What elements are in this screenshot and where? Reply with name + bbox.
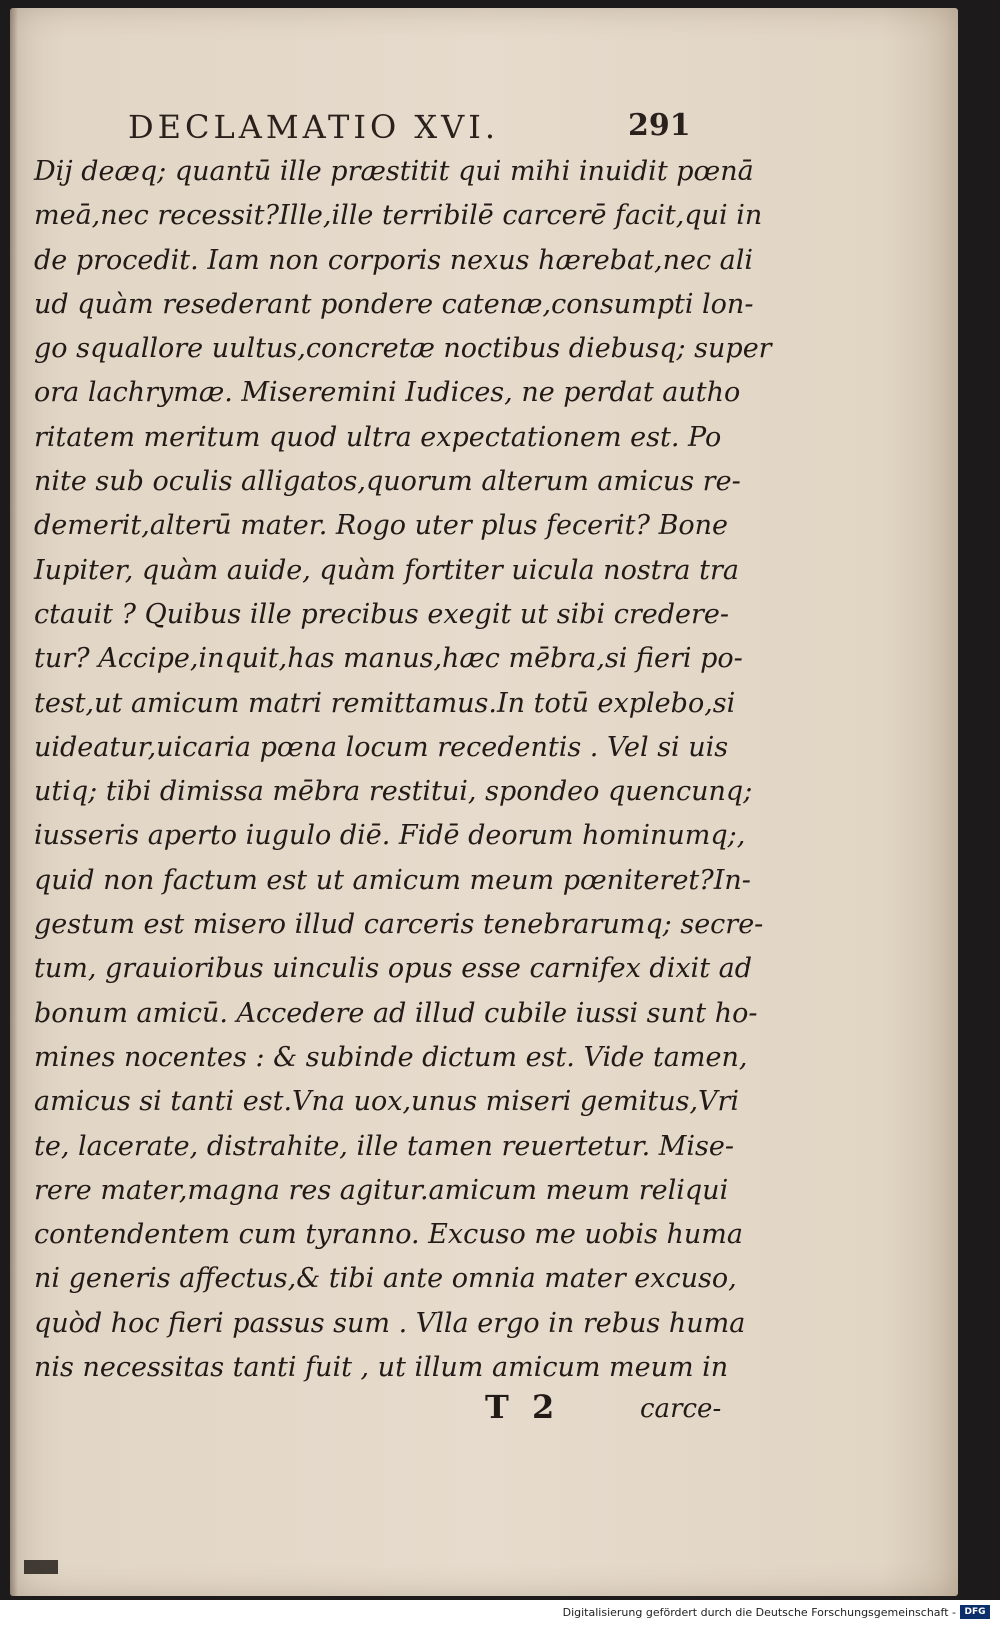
text-line: iusseris aperto iugulo diē. Fidē deorum hominumq;,	[34, 820, 746, 852]
page-gutter-shadow	[10, 8, 18, 1596]
text-line: te, lacerate, distrahite, ille tamen reuertetur. Mise-	[34, 1130, 735, 1162]
text-line: contendentem cum tyranno. Excuso me uobis huma	[34, 1219, 743, 1251]
text-line: go squallore uultus,concretæ noctibus diebusq; super	[34, 333, 772, 365]
dfg-logo: DFG	[960, 1605, 990, 1619]
text-line: quid non factum est ut amicum meum pœniteret?In-	[34, 864, 751, 896]
text-line: ora lachrymæ. Miseremini Iudices, ne perdat autho	[34, 377, 741, 409]
book-page	[10, 8, 958, 1596]
text-line: ritatem meritum quod ultra expectationem est. Po	[34, 421, 722, 453]
text-line: ud quàm resederant pondere catenæ,consumpti lon-	[34, 288, 754, 320]
text-line: de procedit. Iam non corporis nexus hærebat,nec ali	[34, 244, 754, 276]
text-line: test,ut amicum matri remittamus.In totū explebo,si	[34, 687, 736, 719]
text-line: quòd hoc fieri passus sum . Vlla ergo in rebus huma	[34, 1307, 746, 1339]
text-line: Dij deæq; quantū ille præstitit qui mihi inuidit pœnā	[34, 156, 754, 187]
text-line: gestum est misero illud carceris tenebrarumq; secre-	[34, 909, 764, 941]
footer-bar	[0, 1600, 1000, 1628]
text-line: ctauit ? Quibus ille precibus exegit ut sibi credere-	[34, 598, 729, 630]
text-line: Iupiter, quàm auide, quàm fortiter uicula nostra tra	[34, 554, 739, 586]
body-text	[34, 150, 772, 1390]
text-line: demerit,alterū mater. Rogo uter plus fecerit? Bone	[34, 510, 729, 542]
text-line: uideatur,uicaria pœna locum recedentis . Vel si uis	[34, 731, 729, 763]
running-head: DECLAMATIO XVI.	[128, 108, 500, 146]
catchword: carce-	[640, 1394, 722, 1424]
text-line: tum, grauioribus uinculis opus esse carnifex dixit ad	[34, 953, 753, 985]
text-line: tur? Accipe,inquit,has manus,hæc mēbra,si fieri po-	[34, 643, 743, 675]
ink-mark	[24, 1560, 58, 1574]
text-line: meā,nec recessit?Ille,ille terribilē carcerē facit,qui in	[34, 200, 763, 232]
text-line: mines nocentes : & subinde dictum est. Vide tamen,	[34, 1041, 748, 1073]
text-line: amicus si tanti est.Vna uox,unus miseri gemitus,Vri	[34, 1086, 740, 1118]
text-line: bonum amicū. Accedere ad illud cubile iussi sunt ho-	[34, 997, 758, 1029]
footer-credit: Digitalisierung gefördert durch die Deutsche Forschungsgemeinschaft -	[562, 1606, 956, 1619]
text-line: ni generis affectus,& tibi ante omnia mater excuso,	[34, 1263, 737, 1295]
folio-number: 291	[628, 108, 691, 143]
text-line: nite sub oculis alligatos,quorum alterum amicus re-	[34, 466, 741, 498]
signature-mark: T 2	[485, 1388, 561, 1426]
text-line: rere mater,magna res agitur.amicum meum reliqui	[34, 1174, 729, 1206]
text-line: nis necessitas tanti fuit , ut illum amicum meum in	[34, 1352, 729, 1384]
text-line: utiq; tibi dimissa mēbra restitui, spondeo quencunq;	[34, 776, 753, 808]
